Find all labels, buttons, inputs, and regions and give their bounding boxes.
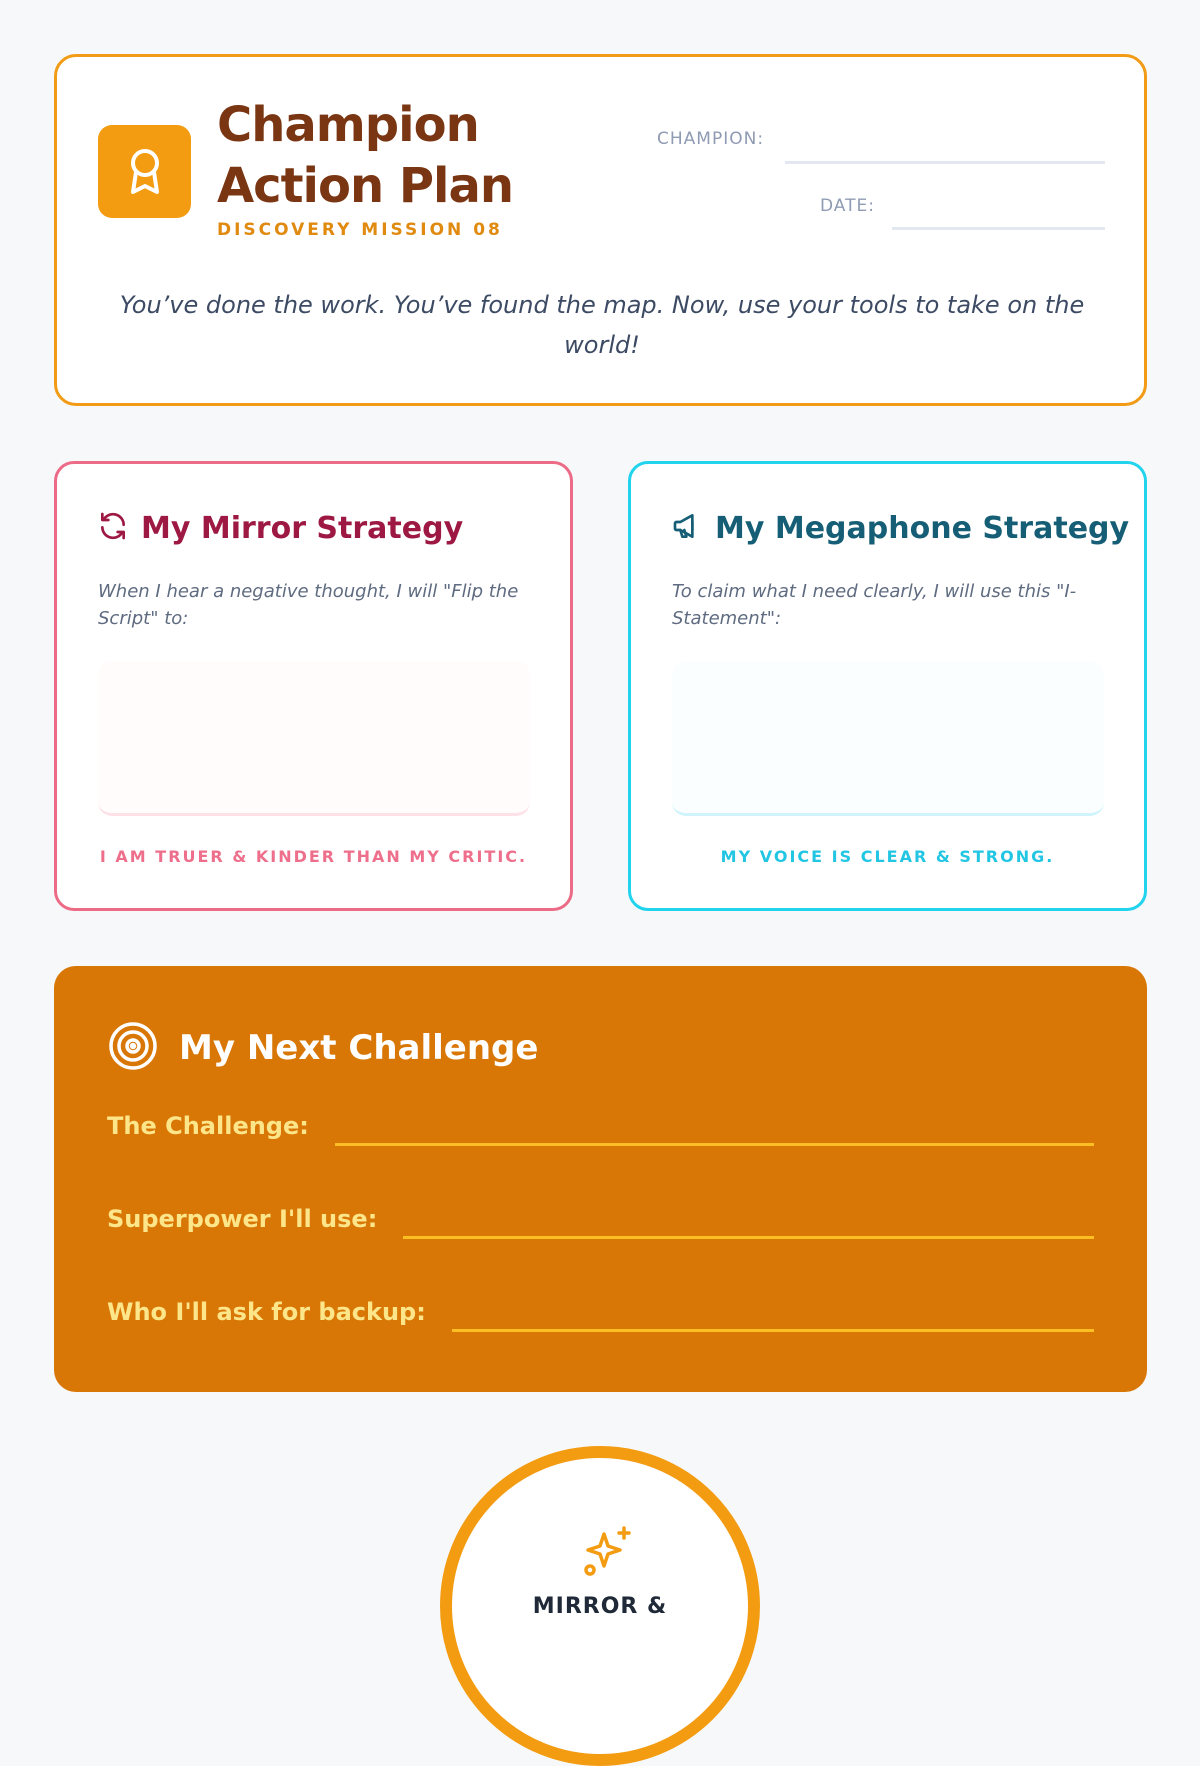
backup-label: Who I'll ask for backup:: [107, 1298, 426, 1326]
mirror-answer-input[interactable]: [98, 661, 530, 816]
superpower-field-row: [107, 1199, 1094, 1239]
tagline: You’ve done the work. You’ve found the map. Now, use your tools to take on the world!: [119, 291, 1085, 359]
page-title: Champion Action Plan: [217, 97, 514, 214]
challenge-title: My Next Challenge: [179, 1028, 539, 1068]
refresh-icon: [97, 510, 129, 546]
superpower-label: Superpower I'll use:: [107, 1205, 378, 1233]
seal-text: MIRROR &: [532, 1594, 668, 1619]
champion-field[interactable]: [785, 161, 1105, 164]
megaphone-affirmation: MY VOICE IS CLEAR & STRONG.: [720, 847, 1055, 866]
date-label: DATE:: [820, 196, 875, 216]
backup-field-row: [107, 1292, 1094, 1332]
megaphone-strategy-card: [628, 461, 1147, 911]
challenge-field-row: [107, 1106, 1094, 1146]
header-card: [54, 54, 1147, 406]
date-field[interactable]: [892, 227, 1105, 230]
megaphone-icon: [671, 510, 703, 546]
mirror-seal: [440, 1446, 760, 1766]
award-ribbon-icon: [98, 125, 191, 218]
mirror-strategy-title: My Mirror Strategy: [141, 510, 464, 546]
megaphone-strategy-prompt: To claim what I need clearly, I will use this "I-Statement":: [672, 581, 1077, 629]
superpower-input[interactable]: [403, 1236, 1094, 1239]
mirror-affirmation: I AM TRUER & KINDER THAN MY CRITIC.: [99, 847, 528, 866]
champion-label: CHAMPION:: [657, 129, 765, 149]
megaphone-strategy-title: My Megaphone Strategy: [715, 510, 1130, 546]
mirror-strategy-prompt: When I hear a negative thought, I will "Flip the Script" to:: [98, 581, 519, 629]
backup-input[interactable]: [452, 1329, 1094, 1332]
mirror-strategy-card: [54, 461, 573, 911]
sparkles-icon: [580, 1524, 636, 1584]
target-icon: [107, 1020, 159, 1076]
page-subtitle: DISCOVERY MISSION 08: [217, 220, 503, 240]
challenge-label: The Challenge:: [107, 1112, 309, 1140]
next-challenge-card: [54, 966, 1147, 1392]
mirror-strategy-header: [97, 510, 463, 546]
megaphone-answer-input[interactable]: [672, 661, 1104, 816]
challenge-input[interactable]: [335, 1143, 1094, 1146]
megaphone-strategy-header: [671, 510, 1129, 546]
challenge-header: [107, 1020, 538, 1076]
